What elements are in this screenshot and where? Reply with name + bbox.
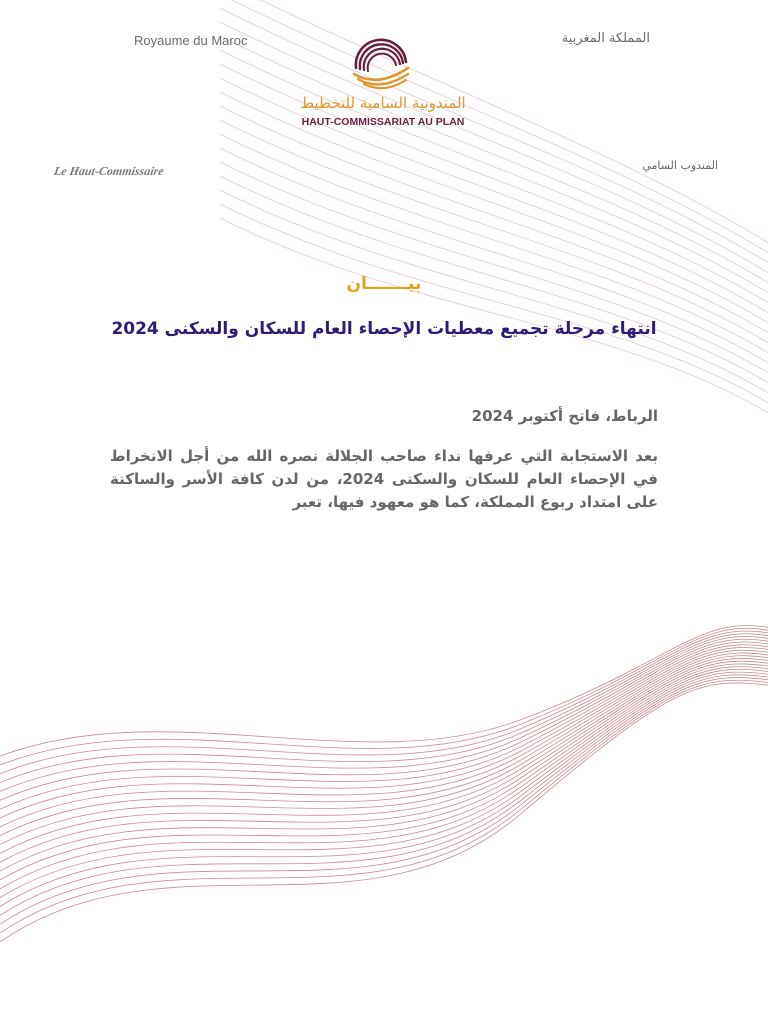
- signatory-title-fr: Le Haut-Commissaire: [52, 164, 165, 178]
- wave-line: [0, 653, 768, 850]
- country-name-fr: Royaume du Maroc: [134, 33, 248, 48]
- body-container: [110, 445, 658, 519]
- signatory-title-ar: المندوب السامي: [642, 159, 718, 172]
- hcp-logo-icon: [348, 38, 414, 96]
- wave-line: [220, 22, 768, 280]
- wave-line: [0, 626, 768, 760]
- wave-line: [0, 637, 768, 796]
- logo-name-fr: HAUT-COMMISSARIAT AU PLAN: [301, 116, 465, 128]
- logo-name-ar: المندوبية السامية للتخطيط: [300, 94, 466, 112]
- wave-line: [0, 647, 768, 832]
- document-title: انتهاء مرحلة تجميع معطيات الإحصاء العام للسكان والسكنى 2024: [111, 319, 657, 339]
- wave-line: [220, 8, 768, 270]
- wave-line: [0, 675, 768, 922]
- wave-line: [0, 656, 768, 859]
- wave-line: [0, 664, 768, 886]
- wave-line: [220, 50, 768, 300]
- wave-line: [220, 106, 768, 340]
- wave-line: [0, 683, 768, 949]
- country-name-ar: المملكة المغربية: [561, 31, 650, 46]
- wave-line: [220, 204, 768, 410]
- document-label: بيـــــــان: [346, 274, 422, 294]
- wave-line: [0, 677, 768, 931]
- wave-line: [0, 642, 768, 814]
- body-paragraph: بعد الاستجابة التي عرفها نداء صاحب الجلالة نصره الله من أجل الانخراط في الإحصاء العام للسكان والسكنى 2024، من لدن كافة الأسر والساكنة على امتداد ربوع المملكة، كما هو معهود فيها، تعبر: [110, 447, 658, 511]
- wave-line: [0, 658, 768, 868]
- wave-line: [220, 162, 768, 380]
- dateline: الرباط، فاتح أكتوبر 2024: [471, 407, 658, 425]
- wave-line: [220, 190, 768, 400]
